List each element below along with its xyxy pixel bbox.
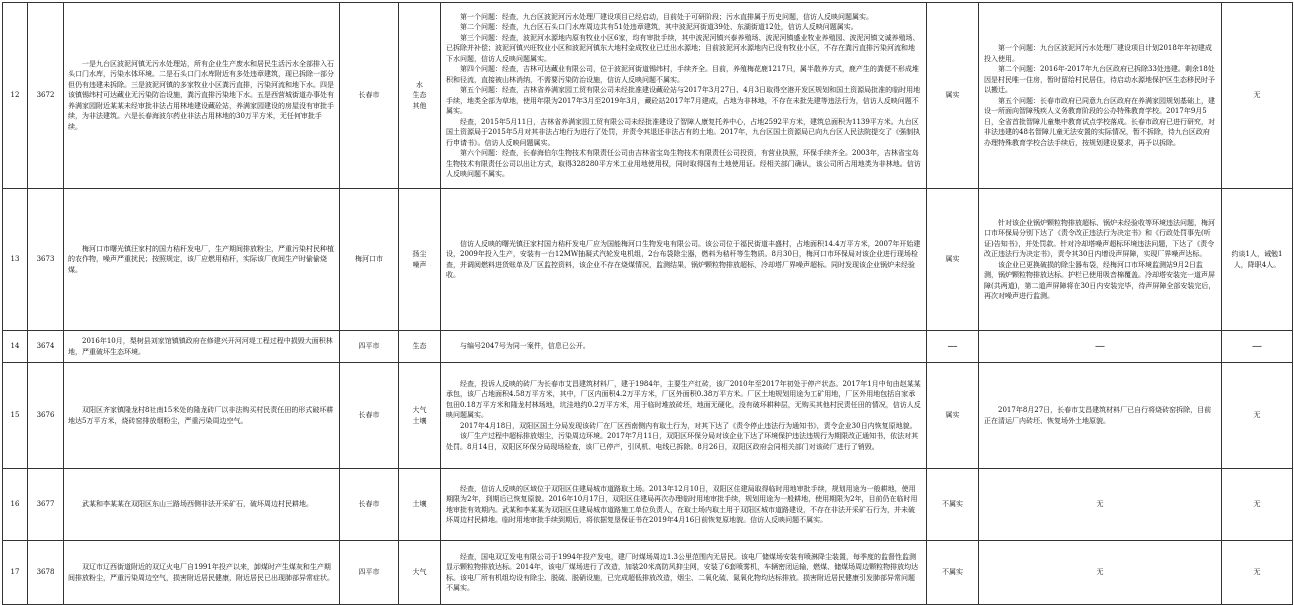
verification-result [441, 469, 927, 541]
accountability: 无 [1222, 3, 1293, 189]
rectification [979, 3, 1222, 189]
complaint-paragraph: 梅河口市曙光镇汪家村的国力秸秆发电厂，生产期间排放粉尘，严重污染村民种植的农作物，噪声严重扰民；按照规定，该厂应燃用秸秆，实际该厂夜间生产时偷偷烧煤。 [68, 244, 334, 274]
accountability: 约谈1人，诫勉1人，降职4人。 [1222, 189, 1293, 331]
region: 长春市 [340, 3, 399, 189]
complaint-text [64, 541, 340, 605]
pollution-category [399, 189, 441, 331]
complaint-text [64, 469, 340, 541]
pollution-category [399, 541, 441, 605]
verdict: 不属实 [927, 541, 979, 605]
row-number: 15 [3, 363, 28, 469]
verification-result [441, 363, 927, 469]
complaint-paragraph: 双辽市辽西街道附近的双辽火电厂自1991年投产以来，卸煤时产生煤灰和生产期间排放粉尘，严重污染周边空气，损害附近居民健康，附近居民已出现肺部异常症状。 [68, 563, 334, 582]
verification-paragraph: 第五个问题：经查，吉林省养满家园工贸有限公司未经批准建设藏砼站与2017年3月27日、4月3日取得空港开发区规划和国土资源局批准的临时用地手续，地类全部为草地，使用年限为2017年3月至2019年3月，藏砼站2017年7月建成，占地为非林地，不存在未批先建等违法行为，信访人反映问题不属实。 [446, 86, 921, 115]
rectification: 无 [979, 469, 1222, 541]
verification-result [441, 3, 927, 189]
category-label: 其他 [412, 101, 427, 110]
verification-paragraph: 经查，信访人反映的区域位于双阳区住建局城市道路取土场。2013年12月10日，双阳区住建局取得临时用地审批手续，规划用途为一般耕地，使用期限为2年，到期后已恢复原貌。2016年10月17日，双阳区住建局再次办理临时用地审批手续，规划用途为一般耕地，使用期限为2年，目前仍在临时用地审批有效期内。武某和李某某为双阳区住建局城市道路施工单位负责人，在取土场内取土用于双阳区城市道路建设，不存在非法开采矿石行为，并未破坏周边村民耕地。临时用地审批手续到期后，将依据复垦保证书在2019年4月16日前恢复原地貌。信访人反映问题不属实。 [446, 484, 918, 524]
rectification: — [979, 331, 1222, 363]
table-row [3, 469, 1293, 541]
case-id: 3678 [28, 541, 64, 605]
complaint-paragraph: 武某和李某某在双阳区东山三路场西侧非法开采矿石，破坏周边村民耕地。 [82, 500, 313, 509]
case-id: 3673 [28, 189, 64, 331]
category-label: 生态 [412, 342, 427, 351]
table-row [3, 541, 1293, 605]
verification-paragraph: 第六个问题：经查，长春海伯尔生物技术有限责任公司由吉林省宝岛生物技术有限责任公司投资，有营业执照，环保手续齐全。2003年，吉林省宝岛生物技术有限责任公司以出让方式，取得328280平方米工业用地使用权，同时取得国有土地使用证。经相关部门确认，该公司所占用地类为非林地。信访人反映问题不属实。 [446, 149, 921, 178]
case-id: 3674 [28, 331, 64, 363]
table-row [3, 3, 1293, 189]
complaint-paragraph: 2016年10月，梨树县刘家馆镇镇政府在修建兴开河河堤工程过程中损毁大面积林地，严重破坏生态环境。 [68, 337, 333, 356]
rectification-paragraph: 2017年8月27日，长春市艾昌建筑材料厂已自行将烧砖窑拆除，目前正在清运厂内砖坯、恢复场外土地原貌。 [984, 406, 1212, 425]
category-label: 大气 [412, 568, 427, 577]
row-number: 12 [3, 3, 28, 189]
rectification-paragraph: 该企业已更换破损的除尘器布袋，经梅河口市环境监测站9月2日监测，锅炉颗粒物排放达标。护栏已使用吸音棉覆盖。冷却塔安装完一道声屏障(共两道)，第二道声屏障将在30日内安装完毕，待声屏障全部安装完后，再次对噪声进行监测。 [984, 260, 1216, 300]
row-number: 16 [3, 469, 28, 541]
category-label: 扬尘 [412, 250, 427, 258]
accountability: 无 [1222, 541, 1293, 605]
case-id: 3677 [28, 469, 64, 541]
verification-paragraph: 2017年4月18日，双阳区国土分局发现该砖厂在厂区西南侧内有取土行为，对其下达了《责令停止违法行为通知书》，责令企业30日内恢复原地貌。 [460, 421, 917, 430]
complaint-text [64, 331, 340, 363]
case-id: 3676 [28, 363, 64, 469]
verification-paragraph: 第四个问题：经查，吉林可达藏业有限公司，位于波泥河街道锡纬村，手续齐全。目前，养殖梅花鹿1217只，属半散养方式，鹿产生的粪便不形成堆积和径流，直接被山林消纳，不需要污染防治设施，信访人反映问题不属实。 [446, 65, 919, 84]
complaint-paragraph: 一是九台区波泥河镇无污水处理站，所有企业生产废水和居民生活污水全部排入石头口门水库，污染水体环境。二是石头口门水库附近有多处违章建筑，现已拆除一部分但仍有违建未拆除。三是波泥河镇的多家牧业小区粪污直排，污染河流和地下水。四是该镇锡纬村可达藏业无污染防治设施，粪污直排污染地下水。五是西营城街道办事处有养满家园附近某某未经审批非法占用林地建设藏砼站，养满家园建设的房屋没有审批手续，为非法建筑。六是长春海波尔药业非法占用林地的30万平方米，无任何审批手续。 [68, 59, 334, 131]
rectification-paragraph: 针对该企业锅炉颗粒物排放超标、锅炉未经验收等环境违法问题，梅河口市环保局分别下达了《责令改正违法行为决定书》和《行政处罚事先(听证)告知书》，并处罚款。针对冷却塔噪声超标环境违法问题，下达了《责令改正违法行为决定书》，责令其30日内增设声屏障，实现厂界噪声达标。 [984, 218, 1215, 258]
pollution-category [399, 331, 441, 363]
complaint-text [64, 363, 340, 469]
pollution-category [399, 469, 441, 541]
pollution-category [399, 363, 441, 469]
row-number: 17 [3, 541, 28, 605]
category-label: 大气 [412, 406, 427, 414]
verification-paragraph: 经查，2015年5月11日，吉林省养满家园工贸有限公司未经批准建设了智障人康复托养中心，占地2592平方米，建筑总面积为1139平方米。九台区国土资源局于2015年5月对其非法占地行为进行了处罚，并责令其退还非法占有的土地。2017年，九台区国土资源局已向九台区人民法院提交了《强制执行申请书》。信访人反映问题属实。 [446, 117, 921, 147]
verification-paragraph: 第三个问题：经查，波泥河水源地内原有牧业小区6家，均有审批手续，其中波泥河镇兴泰养殖场、波泥河镇盛业牧业养殖园、波泥河镇文诚养殖场、已拆除并补偿；波泥河镇兴旺牧业小区和波泥河镇东大地村金成牧业已迁出水源地；目前波泥河水源地内已没有牧业小区，不存在粪污直排污染河流和地下水问题，信访人反映问题属实。 [446, 33, 920, 63]
region: 长春市 [340, 469, 399, 541]
complaint-text [64, 3, 340, 189]
table-row [3, 363, 1293, 469]
region: 梅河口市 [340, 189, 399, 331]
verification-paragraph: 信访人反映的曙光镇汪家村国力秸秆发电厂应为国能梅河口生物发电有限公司。该公司位于福民街道丰盛村，占地面积14.4万平方米，2007年开始建设，2009年投入生产，安装有一台12MW抽凝式汽轮发电机组，2台布袋除尘器，燃料为秸秆等生物质。8月30日，梅河口市环保局对该企业进行现场检查，并调阅燃料进货账单及厂区监控资料，该企业不存在烧煤情况，监测结果，锅炉颗粒物排放超标，冷却塔厂界噪声超标。同时发现该企业锅炉未经验收。 [446, 239, 921, 279]
verification-paragraph: 第二个问题：经查，九台区石头口门水库周边共有51处违章建筑，其中波泥河街道39处、东湖街道12处，信访人反映问题属实。 [460, 23, 858, 31]
category-label: 噪声 [412, 260, 427, 269]
region: 四平市 [340, 541, 399, 605]
verdict: — [927, 331, 979, 363]
verification-paragraph: 经查，投诉人反映的砖厂为长春市艾昌建筑材料厂，建于1984年，主要生产红砖，该厂2010年至2017年初处于停产状态。2017年1月中旬由赵某某承包，该厂占地面积4.58万平方米，其中，厂区内面积4.2万平方米，厂区外面积0.38万平方米。厂区土地规划用途为工矿用地，厂区外用地包括自家承包田0.18万平方米和隆龙村林场地，坑洼地约0.2万平方米，用于临时堆放砖坯，地面无硬化，没有破坏耕种层，无购买其他村民责任田的情况，信访人反映问题属实。 [446, 379, 921, 420]
verification-paragraph: 经查，国电双辽发电有限公司于1994年投产发电，建厂时煤场周边1.3公里范围内无居民。该电厂储煤场安装有喷淋降尘装置，每季度的监督性监测显示颗粒物排放达标。2014年，该电厂煤场进行了改造，加装20米高防风抑尘网，安装了6套喷雾机，车辆密闭运输，燃煤、储煤场周边颗粒物排放均达标。该电厂所有机组均设有除尘、脱硫、脱硝设施，已完成超低排放改造，烟尘、二氧化硫、氮氧化物均达标排放。损害附近居民健康引发肺部异常问题不属实。 [446, 552, 919, 592]
row-number: 14 [3, 331, 28, 363]
rectification [979, 363, 1222, 469]
case-table [2, 2, 1293, 605]
category-label: 土壤 [412, 500, 427, 509]
row-number: 13 [3, 189, 28, 331]
verdict: 属实 [927, 189, 979, 331]
rectification-paragraph: 第一个问题：九台区波泥河污水处理厂建设项目计划2018年年初建成投入使用。 [984, 44, 1212, 63]
verification-result [441, 541, 927, 605]
category-label: 水 [416, 80, 423, 89]
accountability: 无 [1222, 469, 1293, 541]
category-label: 土壤 [412, 416, 427, 425]
table-row [3, 331, 1293, 363]
accountability: — [1222, 331, 1293, 363]
complaint-text [64, 189, 340, 331]
verdict: 属实 [927, 3, 979, 189]
rectification-paragraph: 第五个问题：长春市政府已同意九台区政府在养满家园规划基础上，建设一所面向智障残疾人义务教育阶段的公办特殊教育学校。2017年9月5日，全省首批智障儿童集中教育试点学校落成。长春市政府已进行研究，对非法违建的48名智障儿童无法安置的实际情况，暂不拆除，待九台区政府办理特殊教育学校合法手续后，按规划建设要求，再予以拆除。 [984, 96, 1215, 147]
verdict: 不属实 [927, 469, 979, 541]
region: 长春市 [340, 363, 399, 469]
rectification-paragraph: 第二个问题：2016年-2017年九台区政府已拆除33处违建。剩余18处因是村民唯一住房，暂时留给村民居住，待启动水源地保护区生态移民时予以搬迁。 [984, 65, 1215, 94]
verification-result [441, 189, 927, 331]
verdict: 属实 [927, 363, 979, 469]
accountability: 无 [1222, 363, 1293, 469]
category-label: 生态 [412, 91, 427, 100]
rectification: 无 [979, 541, 1222, 605]
verification-paragraph: 该厂生产过程中超标排放烟尘，污染周边环境。2017年7月11日，双阳区环保分局对该企业下达了环境保护违法违规行为期限改正通知书，依法对其处罚。8月14日，双阳区环保分局现场检查，该厂已停产，引风机、电线已拆除。8月26日，双阳区政府会同相关部门对该砖厂进行了销毁。 [446, 432, 919, 451]
table-row [3, 189, 1293, 331]
case-id: 3672 [28, 3, 64, 189]
verification-paragraph: 第一个问题：经查，九台区波泥河污水处理厂建设项目已经启动，目前处于可研阶段；污水直排属于历史问题，信访人反映问题属实。 [460, 12, 873, 21]
complaint-paragraph: 双阳区齐家镇隆龙村8社南15米处的隆龙砖厂以非法购买村民责任田的形式破坏耕地达5万平方米，烧砖窑排放烟粉尘，严重污染周边空气。 [68, 406, 334, 425]
verification-paragraph: 与编号2047号为同一案件，信息已公开。 [460, 342, 590, 351]
rectification [979, 189, 1222, 331]
region: 四平市 [340, 331, 399, 363]
pollution-category [399, 3, 441, 189]
verification-result [441, 331, 927, 363]
